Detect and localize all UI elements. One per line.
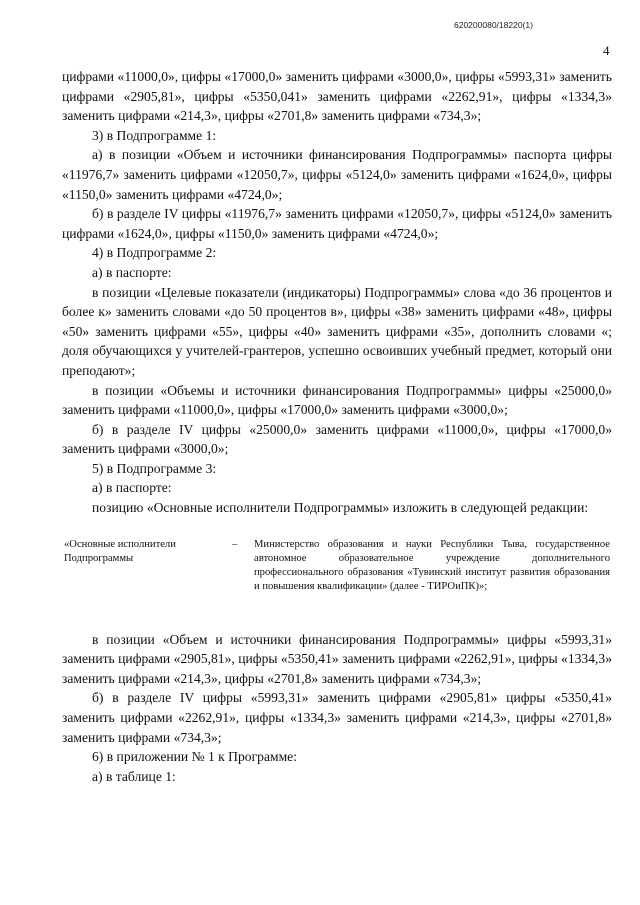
executors-table xyxy=(62,522,612,630)
paragraph: позицию «Основные исполнители Подпрограммы» изложить в следующей редакции: xyxy=(92,500,589,516)
paragraph: 4) в Подпрограмме 2: xyxy=(92,245,217,261)
paragraph: б) в разделе IV цифры «25000,0» заменить цифрами «11000,0», цифры «17000,0» заменить цифрами «3000,0»; xyxy=(62,421,612,457)
table-dash: – xyxy=(232,538,238,550)
paragraph: а) в таблице 1: xyxy=(92,768,176,784)
paragraph: 5) в Подпрограмме 3: xyxy=(92,460,217,476)
page-number: 4 xyxy=(603,43,610,58)
paragraph: б) в разделе IV цифры «5993,31» заменить цифрами «2905,81» цифры «5350,41» заменить цифрами «2262,91», цифры «1334,3» заменить цифрами «214,3», цифры «2701,8» заменить цифрами «734,3»; xyxy=(62,690,612,745)
paragraph: 6) в приложении № 1 к Программе: xyxy=(92,749,297,765)
paragraph: а) в паспорте: xyxy=(92,480,172,496)
paragraph: в позиции «Объемы и источники финансирования Подпрограммы» цифры «25000,0» заменить цифрами «11000,0», цифры «17000,0» заменить цифрами «3000,0»; xyxy=(62,382,612,418)
paragraph: а) в позиции «Объем и источники финансирования Подпрограммы» паспорта цифры «11976,7» заменить цифрами «12050,7», цифры «5124,0» заменить цифрами «1624,0», цифры «1150,0» заменить цифрами «4724,0»; xyxy=(62,147,612,202)
paragraph: в позиции «Целевые показатели (индикаторы) Подпрограммы» слова «до 36 процентов и более к» заменить словами «до 50 процентов в», цифры «38» заменить цифрами «48», цифры «50» заменить цифрами «55», цифры «40» заменить цифрами «35», дополнить словами «; доля обучающихся у учителей-грантеров, успешно освоивших учебный предмет, который они преподают»; xyxy=(62,284,612,378)
paragraph: 3) в Подпрограмме 1: xyxy=(92,127,217,143)
paragraph: в позиции «Объем и источники финансирования Подпрограммы» цифры «5993,31» заменить цифрами «2905,81», цифры «5350,41» заменить цифрами «2262,91», цифры «1334,3» заменить цифрами «214,3», цифры «2701,8» заменить цифрами «734,3»; xyxy=(62,631,612,686)
table-left-cell: «Основные исполнители Подпрограммы xyxy=(64,538,176,564)
document-id: 620200080/18220(1) xyxy=(454,20,533,30)
paragraph: цифрами «11000,0», цифры «17000,0» заменить цифрами «3000,0», цифры «5993,31» заменить цифрами «2905,81», цифры «5350,041» заменить цифрами «2262,91», цифры «1334,3» заменить цифрами «214,3», цифры «2701,8» заменить цифрами «734,3»; xyxy=(62,69,612,124)
paragraph: б) в разделе IV цифры «11976,7» заменить цифрами «12050,7», цифры «5124,0» заменить цифрами «1624,0», цифры «1150,0» заменить цифрами «4724,0»; xyxy=(62,206,612,241)
document-body xyxy=(62,67,612,786)
table-right-cell: Министерство образования и науки Республики Тыва, государственное автономное образовательное учреждение дополнительного профессионального образования «Тувинский институт развития образования и повышения квалификации» (далее - ТИРОиПК)»; xyxy=(254,538,610,592)
paragraph: а) в паспорте: xyxy=(92,264,172,280)
